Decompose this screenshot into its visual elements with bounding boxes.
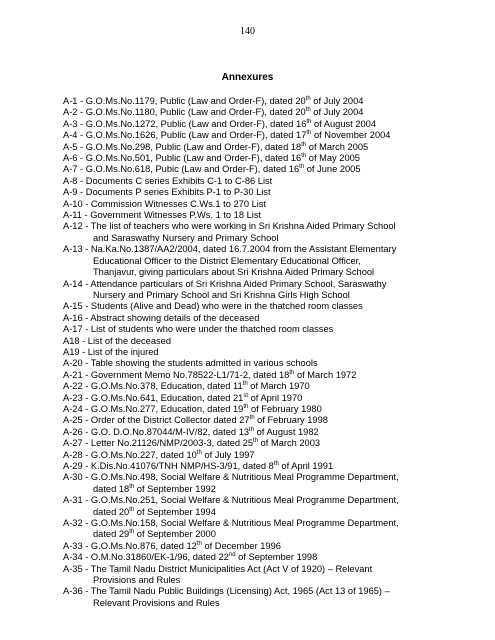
annexure-entry-continuation: dated 18th of September 1992 xyxy=(93,483,216,494)
annexure-entry-text: A-21 - Government Memo No.78522-L1/71-2, dated 18th of March 1972 xyxy=(63,369,357,380)
annexure-entry xyxy=(63,210,451,221)
annexure-entry-text: A-3 - G.O.Ms.No.1272, Public (Law and Order-F), dated 16th of August 2004 xyxy=(63,118,377,129)
annexure-entry xyxy=(63,472,451,495)
annexure-entry xyxy=(63,495,451,518)
annexure-entry-text: A-16 - Abstract showing details of the deceased xyxy=(63,312,260,323)
annexure-entry xyxy=(63,461,451,472)
annexure-entry-text: A-10 - Commission Witnesses C.Ws.1 to 270 List xyxy=(63,198,267,209)
annexure-entry-text: A-33 - G.O.Ms.No.876, dated 12th of December 1996 xyxy=(63,540,281,551)
annexure-entry-text: A-23 - G.O.Ms.No.641, Education, dated 21st of April 1970 xyxy=(63,392,303,403)
annexure-entry-continuation: Relevant Provisions and Rules xyxy=(93,597,220,608)
annexure-entry xyxy=(63,153,451,164)
annexure-entry xyxy=(63,244,451,278)
annexure-entry-continuation: dated 29th of September 2000 xyxy=(93,529,216,540)
annexure-entry-continuation: Provisions and Rules xyxy=(93,575,181,586)
annexure-entry xyxy=(63,164,451,175)
annexure-entry-text: A-28 - G.O.Ms.No.227, dated 10th of July 1997 xyxy=(63,449,255,460)
annexure-entry xyxy=(63,176,451,187)
annexure-entry-text: A-31 - G.O.Ms.No.251, Social Welfare & Nutritious Meal Programme Department, xyxy=(63,495,399,506)
annexure-entry-text: A-25 - Order of the District Collector dated 27th of February 1998 xyxy=(63,415,328,426)
annexure-entry xyxy=(63,336,451,347)
annexure-list xyxy=(63,96,451,609)
annexure-entry xyxy=(63,370,451,381)
annexure-entry xyxy=(63,221,451,244)
annexure-entry xyxy=(63,552,451,563)
annexure-entry xyxy=(63,301,451,312)
annexure-entry xyxy=(63,438,451,449)
annexure-entry xyxy=(63,564,451,587)
annexure-entry-continuation: Educational Officer to the District Elementary Educational Officer, xyxy=(93,255,361,266)
annexure-entry-text: A-2 - G.O.Ms.No.1180, Public (Law and Order-F), dated 20th of July 2004 xyxy=(63,107,364,118)
annexure-entry xyxy=(63,199,451,210)
annexure-entry-text: A-7 - G.O.Ms.No.618, Pubic (Law and Order-F), dated 16th of June 2005 xyxy=(63,164,361,175)
annexure-entry-text: A-17 - List of students who were under the thatched room classes xyxy=(63,324,334,335)
annexure-entry-text: A-29 - K.Dis.No.41076/TNH NMP/HS-3/91, dated 8th of April 1991 xyxy=(63,460,334,471)
annexure-entry xyxy=(63,279,451,302)
annexure-entry-text: A-32 - G.O.Ms.No.158, Social Welfare & Nutritious Meal Programme Department, xyxy=(63,518,399,529)
annexure-entry-text: A-20 - Table showing the students admitted in various schools xyxy=(63,358,318,369)
annexure-entry-continuation: Thanjavur, giving particulars about Sri Krishna Aided Primary School xyxy=(93,267,375,278)
page-number: 140 xyxy=(240,26,255,37)
annexure-entry-text: A-13 - Na.Ka.No.1387/AA2/2004, dated 16.7.2004 from the Assistant Elementary xyxy=(63,244,397,255)
annexure-entry-text: A-24 - G.O.Ms.No.277, Education, dated 19th of February 1980 xyxy=(63,403,322,414)
annexure-entry xyxy=(63,142,451,153)
annexure-entry-continuation: Nursery and Primary School and Sri Krishna Girls High School xyxy=(93,289,350,300)
annexure-entry xyxy=(63,404,451,415)
annexure-entry xyxy=(63,393,451,404)
annexure-entry-text: A-26 - G.O. D.O.No.87044/M-IV/82, dated 13th of August 1982 xyxy=(63,426,319,437)
annexure-entry xyxy=(63,415,451,426)
annexure-entry-text: A-5 - G.O.Ms.No.298, Public (Law and Order-F), dated 18th of March 2005 xyxy=(63,141,369,152)
annexure-entry xyxy=(63,347,451,358)
annexure-entry-text: A-11 - Government Witnesses P.Ws. 1 to 18 List xyxy=(63,210,262,221)
annexure-entry-text: A-22 - G.O.Ms.No.378, Education, dated 11th of March 1970 xyxy=(63,381,310,392)
annexure-entry xyxy=(63,541,451,552)
annexure-entry-text: A-12 - The list of teachers who were working in Sri Krishna Aided Primary School xyxy=(63,221,396,232)
annexure-entry-text: A-4 - G.O.Ms.No.1626, Public (Law and Order-F), dated 17th of November 2004 xyxy=(63,130,391,141)
annexure-entry-text: A-14 - Attendance particulars of Sri Krishna Aided Primary School, Saraswathy xyxy=(63,278,387,289)
annexure-entry xyxy=(63,187,451,198)
annexure-entry xyxy=(63,358,451,369)
annexure-entry xyxy=(63,107,451,118)
annexure-entry-text: A-34 - O.M.No.31860/EK-1/96, dated 22nd of September 1998 xyxy=(63,552,318,563)
annexure-entry-text: A-15 - Students (Alive and Dead) who were in the thatched room classes xyxy=(63,301,363,312)
annexure-entry-text: A-8 - Documents C series Exhibits C-1 to C-86 List xyxy=(63,175,273,186)
annexure-entry xyxy=(63,119,451,130)
annexure-entry-continuation: dated 20th of September 1994 xyxy=(93,506,216,517)
annexure-entry xyxy=(63,96,451,107)
annexure-entry xyxy=(63,450,451,461)
annexure-entry xyxy=(63,586,451,609)
annexure-entry-text: A-36 - The Tamil Nadu Public Buildings (Licensing) Act, 1965 (Act 13 of 1965) – xyxy=(63,586,390,597)
annexure-entry-text: A-35 - The Tamil Nadu District Municipalities Act (Act V of 1920) – Relevant xyxy=(63,563,373,574)
annexure-entry-text: A-30 - G.O.Ms.No.498, Social Welfare & Nutritious Meal Programme Department, xyxy=(63,472,399,483)
annexure-entry-text: A-9 - Documents P series Exhibits P-1 to P-30 List xyxy=(63,187,271,198)
annexures-heading: Annexures xyxy=(221,72,274,83)
annexure-entry-text: A18 - List of the deceased xyxy=(63,335,172,346)
annexure-entry xyxy=(63,381,451,392)
annexure-entry-text: A-1 - G.O.Ms.No.1179, Public (Law and Order-F), dated 20th of July 2004 xyxy=(63,95,364,106)
annexure-entry xyxy=(63,518,451,541)
annexure-entry xyxy=(63,427,451,438)
annexure-entry xyxy=(63,313,451,324)
annexure-entry xyxy=(63,324,451,335)
annexure-entry-text: A19 - List of the injured xyxy=(63,346,159,357)
annexure-entry-continuation: and Saraswathy Nursery and Primary School xyxy=(93,232,279,243)
annexure-entry-text: A-27 - Letter No.21126/NMP/2003-3, dated 25th of March 2003 xyxy=(63,438,321,449)
annexure-entry-text: A-6 - G.O.Ms.No.501, Public (Law and Order-F), dated 16th of May 2005 xyxy=(63,152,360,164)
annexure-entry xyxy=(63,130,451,141)
